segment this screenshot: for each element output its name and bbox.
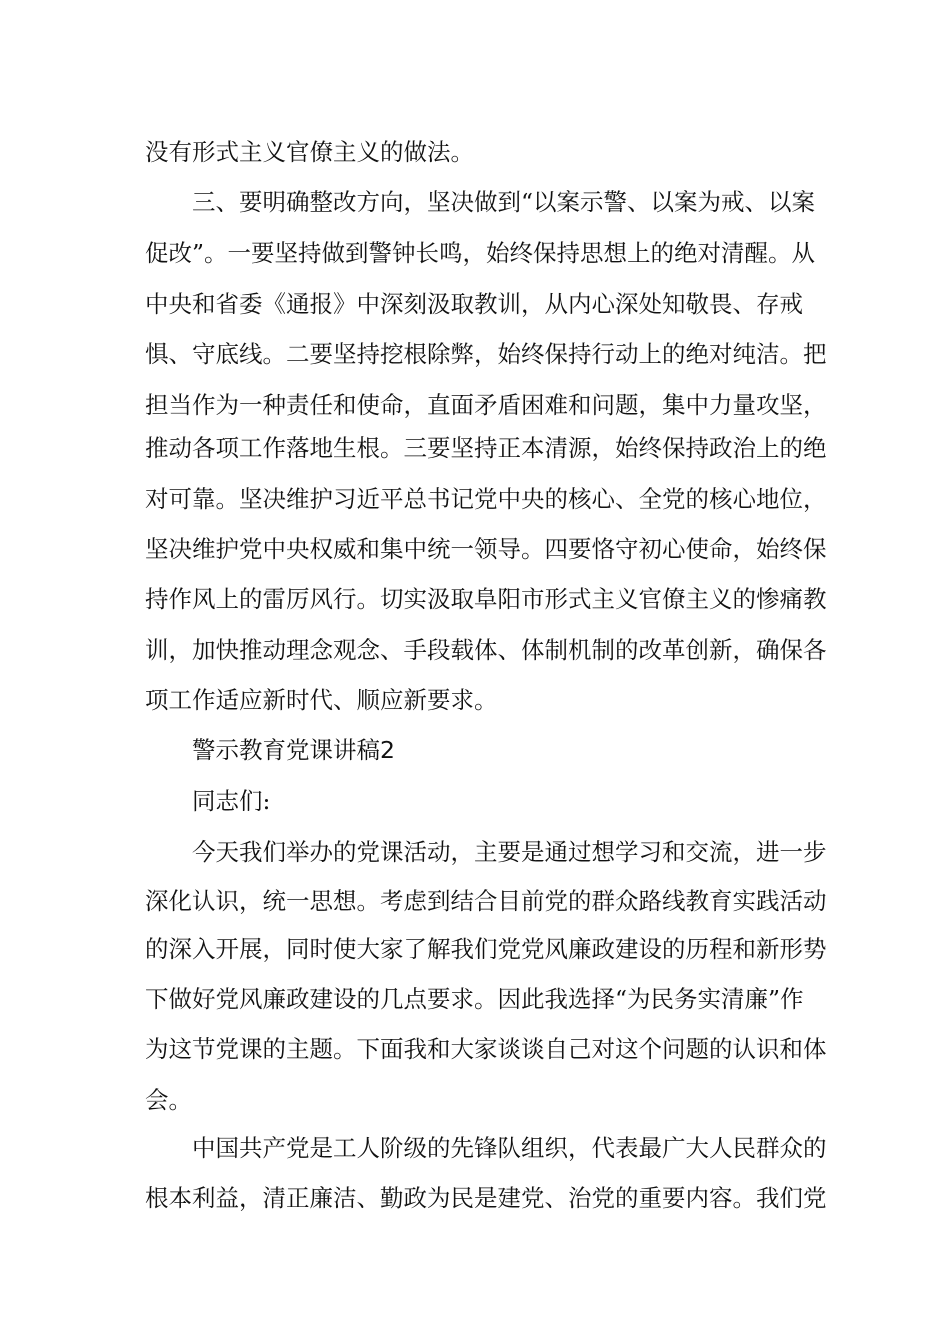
paragraph-line: 担当作为一种责任和使命，直面矛盾困难和问题，集中力量攻坚， [145, 391, 827, 419]
paragraph-line: 促改”。一要坚持做到警钟长鸣，始终保持思想上的绝对清醒。从 [145, 239, 816, 267]
paragraph-line: 深化认识，统一思想。考虑到结合目前党的群众路线教育实践活动 [145, 887, 827, 915]
paragraph-line: 持作风上的雷厉风行。切实汲取阜阳市形式主义官僚主义的惨痛教 [145, 585, 827, 613]
paragraph-line: 惧、守底线。二要坚持挖根除弊，始终保持行动上的绝对纯洁。把 [145, 340, 827, 368]
paragraph-line: 今天我们举办的党课活动，主要是通过想学习和交流，进一步 [192, 838, 827, 866]
paragraph-line: 根本利益，清正廉洁、勤政为民是建党、治党的重要内容。我们党 [145, 1184, 827, 1212]
paragraph-line: 中国共产党是工人阶级的先锋队组织，代表最广大人民群众的 [192, 1134, 827, 1162]
paragraph-line: 训，加快推动理念观念、手段载体、体制机制的改革创新，确保各 [145, 636, 827, 664]
paragraph-line: 项工作适应新时代、顺应新要求。 [145, 686, 498, 714]
paragraph-line: 三、要明确整改方向，坚决做到“以案示警、以案为戒、以案 [192, 188, 816, 216]
paragraph-line: 中央和省委《通报》中深刻汲取教训，从内心深处知敬畏、存戒 [145, 290, 803, 318]
paragraph-line: 对可靠。坚决维护习近平总书记党中央的核心、全党的核心地位， [145, 485, 827, 513]
section-title: 警示教育党课讲稿2 [192, 736, 395, 764]
paragraph-line: 会。 [145, 1086, 192, 1114]
paragraph-line: 为这节党课的主题。下面我和大家谈谈自己对这个问题的认识和体 [145, 1035, 827, 1063]
paragraph-line: 没有形式主义官僚主义的做法。 [145, 138, 474, 166]
paragraph-line: 下做好党风廉政建设的几点要求。因此我选择“为民务实清廉”作 [145, 985, 804, 1013]
paragraph-line: 坚决维护党中央权威和集中统一领导。四要恪守初心使命，始终保 [145, 535, 827, 563]
paragraph-line: 推动各项工作落地生根。三要坚持正本清源，始终保持政治上的绝 [145, 434, 827, 462]
paragraph-line: 的深入开展，同时使大家了解我们党党风廉政建设的历程和新形势 [145, 935, 827, 963]
salutation: 同志们: [192, 787, 271, 815]
